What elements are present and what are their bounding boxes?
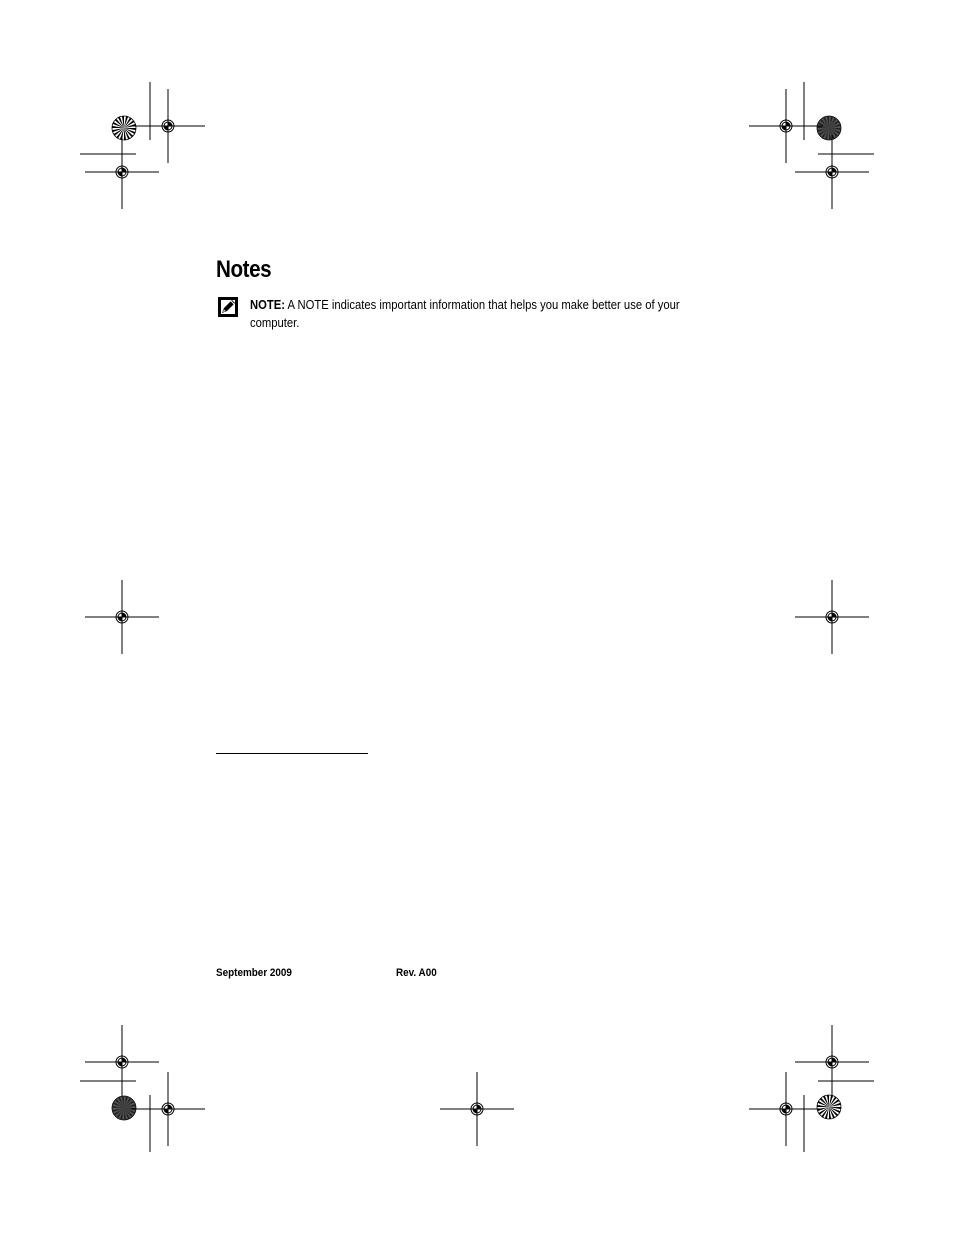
note-label: NOTE: <box>250 298 286 312</box>
footer-date: September 2009 <box>216 967 292 979</box>
color-wheel-icon <box>112 116 136 140</box>
registration-target-icon <box>795 580 869 654</box>
note-text <box>250 296 682 332</box>
color-wheel-icon <box>817 116 841 140</box>
note-body: A NOTE indicates important information that helps you make better use of your computer. <box>250 298 680 330</box>
pencil-note-icon <box>217 296 239 318</box>
registration-target-icon <box>440 1072 514 1146</box>
footer-revision: Rev. A00 <box>396 967 437 979</box>
registration-target-icon <box>749 89 823 163</box>
separator-rule <box>216 753 368 754</box>
registration-target-icon <box>795 1025 869 1099</box>
registration-target-icon <box>85 135 159 209</box>
registration-target-icon <box>85 1025 159 1099</box>
registration-target-icon <box>131 89 205 163</box>
registration-target-icon <box>749 1072 823 1146</box>
registration-target-icon <box>85 580 159 654</box>
registration-target-icon <box>795 135 869 209</box>
color-wheel-icon <box>817 1095 841 1119</box>
page-title: Notes <box>216 256 272 283</box>
color-wheel-icon <box>112 1096 136 1120</box>
registration-target-icon <box>131 1072 205 1146</box>
